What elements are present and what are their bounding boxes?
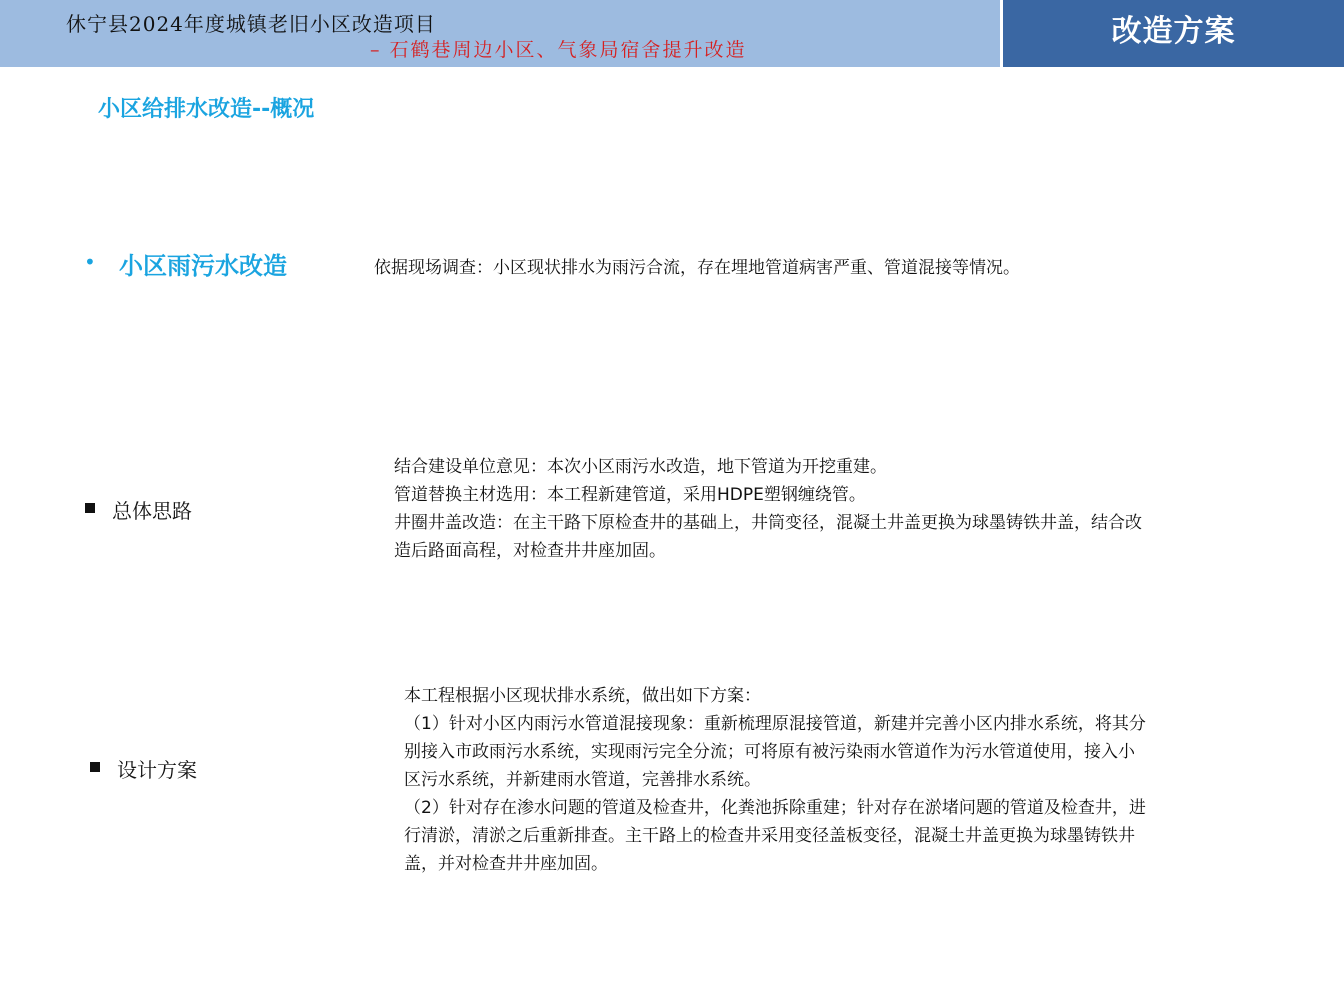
page-title: 小区给排水改造--概况 — [98, 97, 315, 122]
design-plan-label: 设计方案 — [117, 758, 197, 782]
topic-label: 小区雨污水改造 — [119, 252, 287, 280]
design-plan-text — [404, 682, 1264, 878]
overall-approach-text — [394, 453, 1254, 565]
overall-approach-label: 总体思路 — [112, 499, 192, 523]
design-line: 盖，并对检查井井座加固。 — [404, 854, 608, 874]
project-title: 休宁县2024年度城镇老旧小区改造项目 — [66, 12, 436, 36]
survey-text: 依据现场调查：小区现状排水为雨污合流，存在埋地管道病害严重、管道混接等情况。 — [374, 258, 1020, 278]
overall-line: 井圈井盖改造：在主干路下原检查井的基础上，井筒变径，混凝土井盖更换为球墨铸铁井盖，结合改 — [394, 513, 1142, 533]
overall-line: 管道替换主材选用：本工程新建管道，采用HDPE塑钢缠绕管。 — [394, 485, 866, 505]
design-line: （1）针对小区内雨污水管道混接现象：重新梳理原混接管道，新建并完善小区内排水系统，将其分 — [404, 714, 1146, 734]
overall-line: 造后路面高程，对检查井井座加固。 — [394, 541, 666, 561]
bullet-dot-icon: • — [84, 250, 96, 274]
design-line: （2）针对存在渗水问题的管道及检查井，化粪池拆除重建；针对存在淤堵问题的管道及检查井，进 — [404, 798, 1146, 818]
design-line: 行清淤，清淤之后重新排查。主干路上的检查井采用变径盖板变径，混凝土井盖更换为球墨铸铁井 — [404, 826, 1135, 846]
design-line: 区污水系统，并新建雨水管道，完善排水系统。 — [404, 770, 761, 790]
section-tag: 改造方案 — [1111, 14, 1236, 49]
design-line: 本工程根据小区现状排水系统，做出如下方案： — [404, 686, 761, 706]
project-subtitle: – 石鹤巷周边小区、气象局宿舍提升改造 — [370, 39, 747, 61]
square-bullet-icon — [90, 762, 100, 772]
overall-line: 结合建设单位意见：本次小区雨污水改造，地下管道为开挖重建。 — [394, 457, 887, 477]
square-bullet-icon — [85, 503, 95, 513]
design-line: 别接入市政雨污水系统，实现雨污完全分流；可将原有被污染雨水管道作为污水管道使用，接入小 — [404, 742, 1135, 762]
